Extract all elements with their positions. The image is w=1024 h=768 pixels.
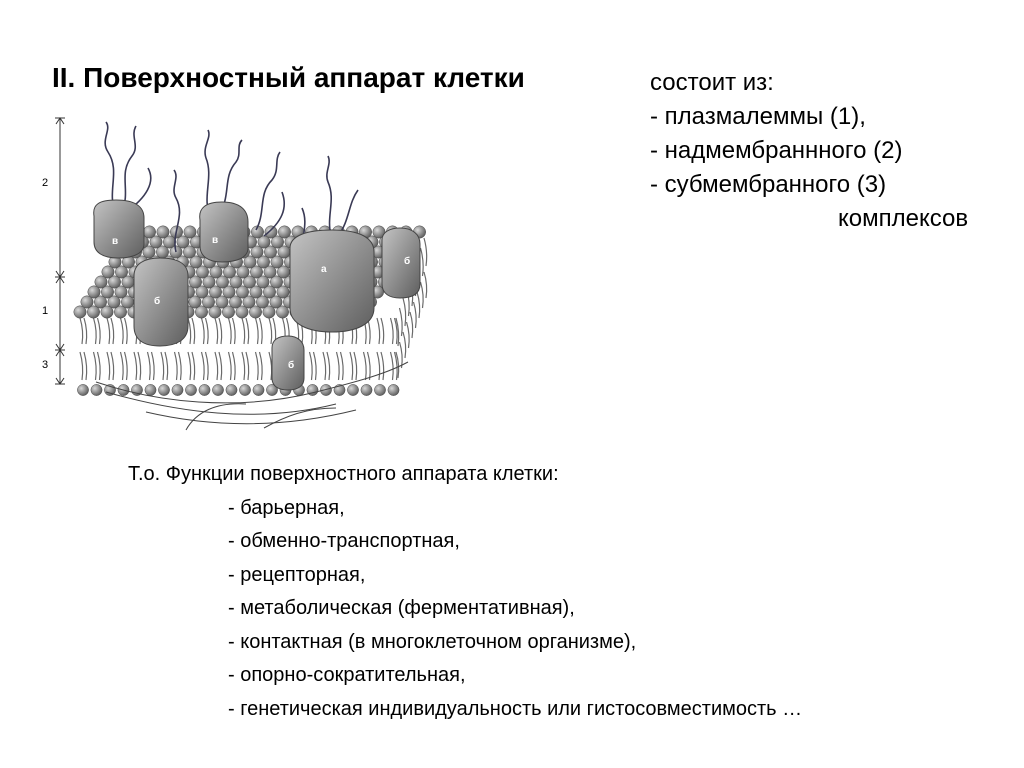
lipid-head xyxy=(145,384,156,395)
protein-v-right xyxy=(200,202,248,262)
lipid-head xyxy=(158,384,169,395)
functions-heading: Т.о. Функции поверхностного аппарата клетки: xyxy=(128,463,559,485)
membrane-illustration xyxy=(36,112,436,442)
protein-label: б xyxy=(288,360,295,371)
lipid-tail xyxy=(98,318,101,344)
lipid-tail xyxy=(94,318,97,344)
lipid-tail xyxy=(242,352,245,380)
lipid-head xyxy=(185,384,196,395)
lipid-tail xyxy=(188,352,191,380)
lipid-tail xyxy=(424,238,427,266)
composition-intro: состоит из: xyxy=(650,69,774,96)
lipid-head xyxy=(388,384,399,395)
protein-b-left xyxy=(134,258,188,346)
lipid-tail xyxy=(219,352,222,380)
lipid-tail xyxy=(256,318,259,344)
composition-item: - надмембраннного (2) xyxy=(650,137,903,164)
lipid-tail xyxy=(121,352,124,380)
function-item: - метаболическая (ферментативная), xyxy=(228,597,575,619)
lipid-tail xyxy=(323,352,326,380)
lipid-tail xyxy=(242,318,245,344)
lipid-tail xyxy=(337,352,340,380)
lipid-tail xyxy=(84,318,87,344)
lipid-tail xyxy=(138,352,141,380)
lipid-tail xyxy=(206,352,209,380)
lipid-head xyxy=(374,384,385,395)
lipid-head xyxy=(347,384,358,395)
lipid-tail xyxy=(215,318,218,344)
lipid-tail xyxy=(377,352,380,380)
lipid-tail xyxy=(269,352,272,380)
function-item: - рецепторная, xyxy=(228,563,366,586)
lipid-tail xyxy=(421,248,424,276)
lipid-tail xyxy=(98,352,101,380)
lipid-tail xyxy=(377,318,380,344)
lipid-tail xyxy=(327,352,330,380)
lipid-head xyxy=(265,226,277,238)
lipid-tail xyxy=(152,352,155,380)
lipid-tail xyxy=(341,352,344,380)
lipid-head xyxy=(199,384,210,395)
lipid-tail xyxy=(260,352,263,380)
lipid-tail xyxy=(256,352,259,380)
lipid-tail xyxy=(202,352,205,380)
lipid-tail xyxy=(424,272,427,298)
lipid-tail xyxy=(246,352,249,380)
lipid-tail xyxy=(192,352,195,380)
lipid-tail xyxy=(229,318,232,344)
lipid-tail xyxy=(314,352,317,380)
scale-label-3: 3 xyxy=(42,359,49,371)
lipid-tail xyxy=(368,352,371,380)
lipid-tail xyxy=(269,318,272,344)
lipid-head xyxy=(77,384,88,395)
composition-item: - субмембранного (3) xyxy=(650,171,887,198)
protein-a xyxy=(290,230,374,332)
functions-list xyxy=(128,458,802,726)
lipid-tail xyxy=(403,298,406,326)
lipid-tail xyxy=(206,318,209,344)
lipid-tail xyxy=(229,352,232,380)
lipid-tail xyxy=(148,352,151,380)
scale-bar xyxy=(55,118,65,384)
lipid-tail xyxy=(80,352,83,380)
scale-label-1: 1 xyxy=(42,305,49,317)
lipid-tail xyxy=(260,318,263,344)
lipid-head xyxy=(91,384,102,395)
lipid-tail xyxy=(215,352,218,380)
composition-item: - плазмалеммы (1), xyxy=(650,103,866,130)
lipid-tail xyxy=(400,308,403,336)
lipid-head xyxy=(172,384,183,395)
lipid-tail xyxy=(80,318,83,344)
slide-title: II. Поверхностный аппарат клетки xyxy=(52,62,525,93)
lipid-head xyxy=(361,384,372,395)
lipid-tail xyxy=(179,352,182,380)
lipid-tail xyxy=(417,292,420,318)
lipid-heads-lower xyxy=(77,384,399,395)
lipid-head xyxy=(253,384,264,395)
lipid-tail xyxy=(84,352,87,380)
membrane-drawing xyxy=(36,112,436,442)
lipid-tail xyxy=(94,352,97,380)
lipid-tail xyxy=(400,342,403,368)
lipid-tail xyxy=(202,318,205,344)
lipid-tail xyxy=(192,318,195,344)
lipid-tail xyxy=(391,352,394,380)
lipid-tail xyxy=(381,318,384,344)
lipid-head xyxy=(278,226,290,238)
lipid-tail xyxy=(350,352,353,380)
lipid-tail xyxy=(233,352,236,380)
lipid-tail xyxy=(421,282,424,308)
protein-v-left xyxy=(94,200,144,258)
lipid-tail xyxy=(364,352,367,380)
submembrane-filaments xyxy=(96,362,408,430)
lipid-tail xyxy=(111,352,114,380)
lipid-head xyxy=(157,226,169,238)
lipid-tail xyxy=(381,352,384,380)
lipid-tail xyxy=(107,318,110,344)
function-item: - опорно-сократительная, xyxy=(228,664,466,686)
lipid-tail xyxy=(111,318,114,344)
function-item: - генетическая индивидуальность или гистосовместимость … xyxy=(228,697,803,720)
lipid-tail xyxy=(161,352,164,380)
protein-b-right xyxy=(382,228,420,298)
lipid-tail xyxy=(107,352,110,380)
lipid-tail xyxy=(219,318,222,344)
protein-label: а xyxy=(321,264,327,275)
lipid-tail xyxy=(391,318,394,344)
protein-label: б xyxy=(154,296,161,307)
protein-label: в xyxy=(112,236,119,247)
lipid-tail xyxy=(407,322,410,348)
composition-list xyxy=(650,66,1010,236)
scale-label-2: 2 xyxy=(42,177,49,189)
protein-label: б xyxy=(404,256,411,267)
lipid-tail xyxy=(125,318,128,344)
lipid-tail xyxy=(233,318,236,344)
lipid-tail xyxy=(354,352,357,380)
protein-label: в xyxy=(212,235,219,246)
lipid-tail xyxy=(246,318,249,344)
lipid-head xyxy=(212,384,223,395)
function-item: - контактная (в многоклеточном организме), xyxy=(228,630,637,653)
lipid-tail xyxy=(403,332,406,358)
lipid-tail xyxy=(134,352,137,380)
lipid-tail xyxy=(165,352,168,380)
lipid-tail xyxy=(175,352,178,380)
function-item: - обменно-транспортная, xyxy=(228,530,460,552)
lipid-tail xyxy=(121,318,124,344)
composition-tail: комплексов xyxy=(838,205,969,232)
lipid-head xyxy=(143,226,155,238)
lipid-tail xyxy=(410,312,413,338)
lipid-head xyxy=(226,384,237,395)
function-item: - барьерная, xyxy=(228,496,345,519)
lipid-head xyxy=(184,226,196,238)
lipid-tail xyxy=(414,302,417,328)
lipid-tail xyxy=(310,352,313,380)
lipid-tail xyxy=(125,352,128,380)
lipid-head xyxy=(239,384,250,395)
